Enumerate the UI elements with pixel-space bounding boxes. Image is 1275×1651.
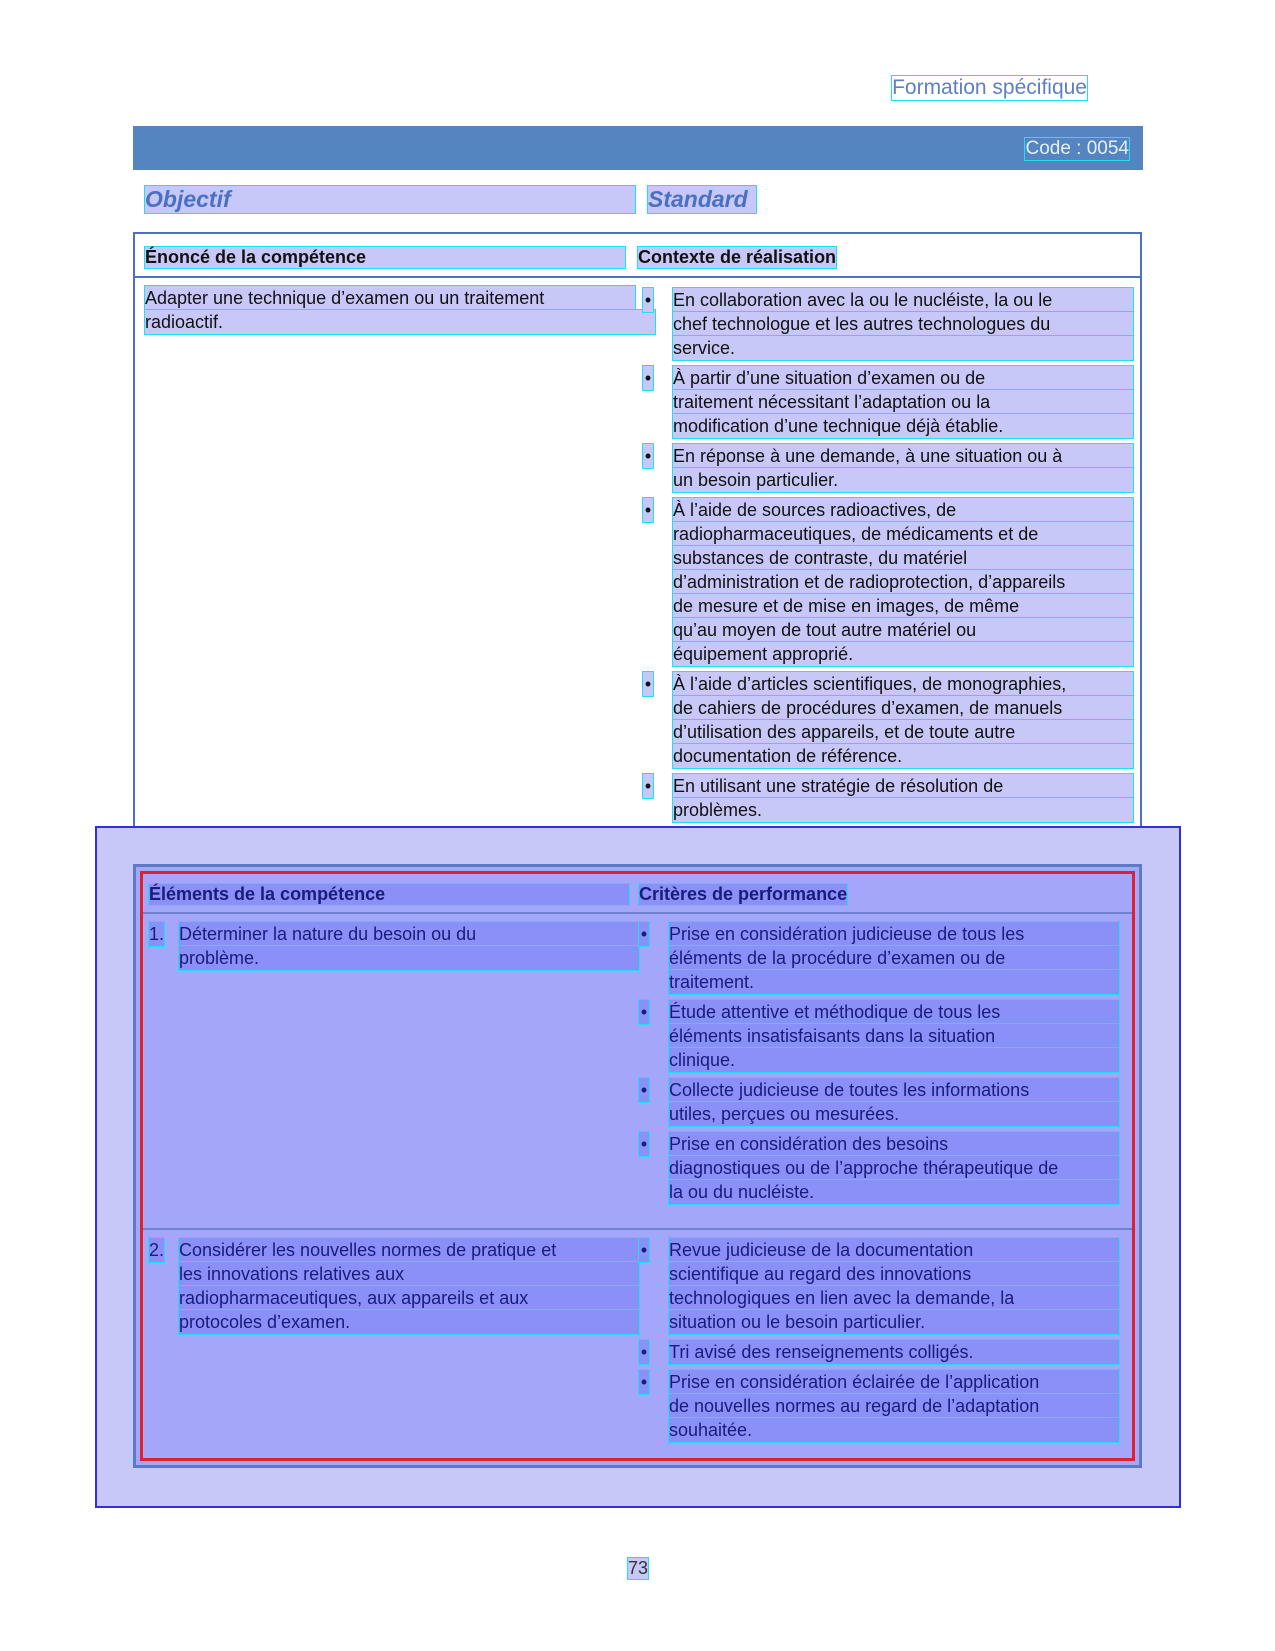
element-line: les innovations relatives aux: [179, 1262, 639, 1286]
bullet-icon: •: [644, 290, 652, 310]
row-divider: [143, 1228, 1132, 1230]
bullet-item: [639, 1340, 1119, 1364]
bullet-icon: •: [644, 776, 652, 796]
objective-heading: Objectif: [145, 186, 635, 213]
criteria-list: [639, 1238, 1119, 1448]
bullet-icon: •: [640, 1080, 648, 1100]
bullet-line: éléments de la procédure d’examen ou de: [669, 946, 1119, 970]
bullet-line: diagnostiques ou de l’approche thérapeutique de: [669, 1156, 1119, 1180]
criteria-column-header: Critères de performance: [639, 884, 848, 904]
element-number: 2.: [149, 1240, 165, 1260]
selected-region: [140, 871, 1135, 1461]
competency-code: Code : 0054: [1025, 138, 1129, 159]
bullet-line: Tri avisé des renseignements colligés.: [669, 1340, 1119, 1364]
context-column-header: Contexte de réalisation: [638, 247, 837, 267]
bullet-line: Revue judicieuse de la documentation: [669, 1238, 1119, 1262]
bullet-line: traitement.: [669, 970, 1119, 994]
element-line: problème.: [179, 946, 639, 970]
bullet-line: de nouvelles normes au regard de l’adaptation: [669, 1394, 1119, 1418]
bullet-line: équipement approprié.: [673, 642, 1133, 666]
element-number: 1.: [149, 924, 165, 944]
bullet-line: technologiques en lien avec la demande, la: [669, 1286, 1119, 1310]
standard-heading: Standard: [648, 186, 756, 213]
bullet-line: problèmes.: [673, 798, 1133, 822]
bullet-line: Prise en considération des besoins: [669, 1132, 1119, 1156]
bullet-item: [643, 444, 1133, 492]
bullet-line: scientifique au regard des innovations: [669, 1262, 1119, 1286]
table-header: [135, 234, 1140, 278]
bullet-line: substances de contraste, du matériel: [673, 546, 1133, 570]
elements-column-header: Éléments de la compétence: [149, 884, 629, 905]
element-line: radiopharmaceutiques, aux appareils et aux: [179, 1286, 639, 1310]
bullet-line: À partir d’une situation d’examen ou de: [673, 366, 1133, 390]
bullet-line: Collecte judicieuse de toutes les informations: [669, 1078, 1119, 1102]
bullet-icon: •: [644, 674, 652, 694]
bullet-line: un besoin particulier.: [673, 468, 1133, 492]
bullet-line: traitement nécessitant l’adaptation ou la: [673, 390, 1133, 414]
statement-line: radioactif.: [145, 310, 655, 334]
element-item: [149, 1238, 639, 1334]
bullet-line: chef technologue et les autres technologues du: [673, 312, 1133, 336]
bullet-item: [639, 1078, 1119, 1126]
bullet-item: [643, 366, 1133, 438]
bullet-item: [639, 1370, 1119, 1442]
bullet-item: [639, 1000, 1119, 1072]
bullet-line: d’administration et de radioprotection, d’appareils: [673, 570, 1133, 594]
bullet-line: de mesure et de mise en images, de même: [673, 594, 1133, 618]
bullet-line: la ou du nucléiste.: [669, 1180, 1119, 1204]
bullet-item: [643, 774, 1133, 822]
bullet-icon: •: [640, 1372, 648, 1392]
performance-criteria-table: [133, 864, 1142, 1468]
bullet-line: radiopharmaceutiques, de médicaments et de: [673, 522, 1133, 546]
bullet-line: Prise en considération judicieuse de tous les: [669, 922, 1119, 946]
bullet-line: de cahiers de procédures d’examen, de manuels: [673, 696, 1133, 720]
statement-column-header: Énoncé de la compétence: [145, 247, 625, 268]
statement-line: Adapter une technique d’examen ou un traitement: [145, 286, 635, 310]
document-section-title: Formation spécifique: [892, 76, 1087, 99]
code-banner: [133, 126, 1143, 170]
competency-statement: [145, 286, 635, 334]
bullet-icon: •: [640, 1240, 648, 1260]
bullet-line: En utilisant une stratégie de résolution de: [673, 774, 1133, 798]
bullet-line: documentation de référence.: [673, 744, 1133, 768]
bullet-item: [639, 1238, 1119, 1334]
bullet-icon: •: [644, 446, 652, 466]
bullet-line: situation ou le besoin particulier.: [669, 1310, 1119, 1334]
element-line: Déterminer la nature du besoin ou du: [179, 922, 639, 946]
bullet-line: service.: [673, 336, 1133, 360]
bullet-item: [639, 1132, 1119, 1204]
bullet-line: En réponse à une demande, à une situation ou à: [673, 444, 1133, 468]
bullet-line: souhaitée.: [669, 1418, 1119, 1442]
bullet-line: d’utilisation des appareils, et de toute autre: [673, 720, 1133, 744]
bullet-line: qu’au moyen de tout autre matériel ou: [673, 618, 1133, 642]
page-number: 73: [628, 1558, 649, 1578]
bullet-line: Prise en considération éclairée de l’application: [669, 1370, 1119, 1394]
competency-statement-table: [133, 232, 1142, 845]
bullet-icon: •: [640, 1342, 648, 1362]
context-list: [643, 288, 1133, 828]
bullet-line: modification d’une technique déjà établie.: [673, 414, 1133, 438]
bullet-icon: •: [644, 500, 652, 520]
bullet-item: [643, 288, 1133, 360]
element-item: [149, 922, 639, 970]
bullet-icon: •: [640, 1002, 648, 1022]
bullet-line: En collaboration avec la ou le nucléiste, la ou le: [673, 288, 1133, 312]
bullet-item: [643, 672, 1133, 768]
bullet-line: utiles, perçues ou mesurées.: [669, 1102, 1119, 1126]
bullet-icon: •: [644, 368, 652, 388]
bullet-line: Étude attentive et méthodique de tous les: [669, 1000, 1119, 1024]
table-header: [143, 874, 1132, 914]
bullet-line: À l’aide d’articles scientifiques, de monographies,: [673, 672, 1133, 696]
bullet-line: éléments insatisfaisants dans la situation: [669, 1024, 1119, 1048]
bullet-icon: •: [640, 924, 648, 944]
bullet-item: [643, 498, 1133, 666]
bullet-item: [639, 922, 1119, 994]
criteria-list: [639, 922, 1119, 1210]
bullet-icon: •: [640, 1134, 648, 1154]
element-line: protocoles d’examen.: [179, 1310, 639, 1334]
bullet-line: clinique.: [669, 1048, 1119, 1072]
element-line: Considérer les nouvelles normes de pratique et: [179, 1238, 639, 1262]
bullet-line: À l’aide de sources radioactives, de: [673, 498, 1133, 522]
